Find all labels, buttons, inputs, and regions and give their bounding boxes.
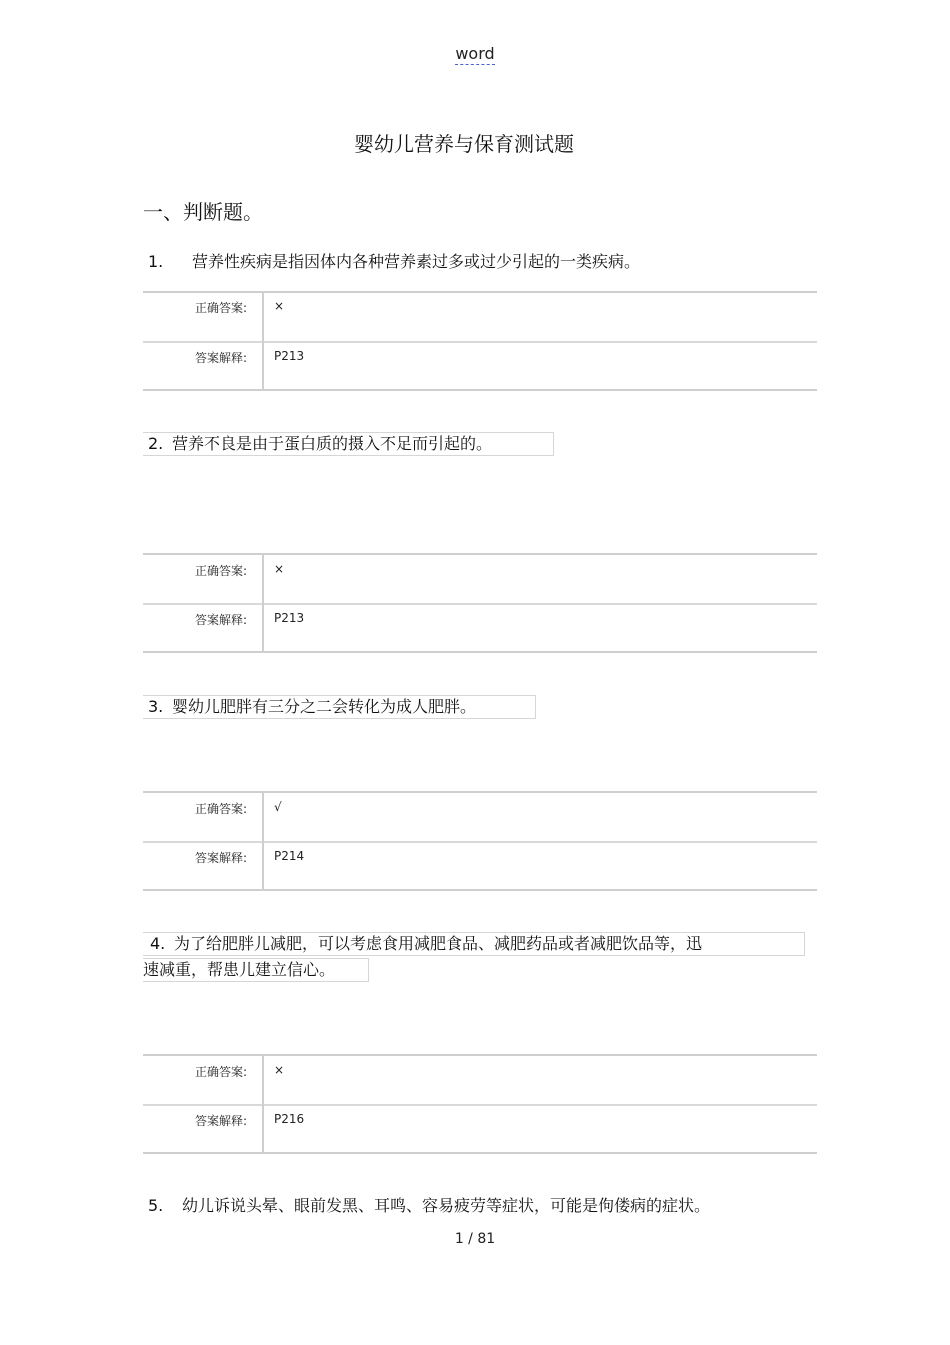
answer-row (143, 1056, 817, 1103)
explain-value: P214 (274, 849, 305, 863)
answer-table-4 (143, 1054, 817, 1154)
header-word-text: word (455, 44, 495, 63)
explain-value: P213 (274, 611, 305, 625)
explain-value: P216 (274, 1112, 305, 1126)
explain-value: P213 (274, 349, 305, 363)
explain-row (143, 841, 817, 890)
question-number: 2. (148, 434, 164, 453)
question-number: 3. (148, 697, 164, 716)
answer-table-3 (143, 791, 817, 891)
question-4-line-1 (143, 932, 805, 956)
explain-label: 答案解释: (194, 1114, 247, 1128)
section-title: 一、判断题。 (143, 200, 263, 224)
answer-value: × (274, 299, 285, 313)
question-number: 5. (148, 1196, 164, 1215)
answer-value: × (274, 1063, 285, 1077)
question-text: 婴幼儿肥胖有三分之二会转化为成人肥胖。 (172, 697, 477, 716)
explain-row (143, 1104, 817, 1153)
answer-label: 正确答案: (194, 301, 247, 315)
explain-row (143, 603, 817, 652)
page-number: 1 / 81 (454, 1231, 496, 1247)
explain-label: 答案解释: (194, 613, 247, 627)
question-1 (148, 251, 640, 273)
table-divider (262, 293, 264, 389)
answer-label: 正确答案: (194, 1065, 247, 1079)
answer-row (143, 293, 817, 340)
question-2 (143, 432, 554, 456)
explain-label: 答案解释: (194, 351, 247, 365)
question-number: 1. (148, 252, 164, 271)
document-title: 婴幼儿营养与保育测试题 (354, 132, 574, 156)
answer-table-1 (143, 291, 817, 391)
question-5 (148, 1195, 710, 1217)
answer-row (143, 555, 817, 602)
answer-label: 正确答案: (194, 802, 247, 816)
table-divider (262, 555, 264, 651)
question-text: 营养性疾病是指因体内各种营养素过多或过少引起的一类疾病。 (192, 252, 641, 271)
question-4-line-2 (143, 958, 369, 982)
question-text: 营养不良是由于蛋白质的摄入不足而引起的。 (172, 434, 493, 453)
answer-label: 正确答案: (194, 564, 247, 578)
explain-row (143, 341, 817, 390)
answer-value: √ (274, 800, 282, 814)
table-divider (262, 793, 264, 889)
question-text-continued: 速减重，帮患儿建立信心。 (143, 960, 336, 979)
answer-row (143, 793, 817, 840)
question-text: 为了给肥胖儿减肥，可以考虑食用减肥食品、减肥药品或者减肥饮品等，迅 (174, 934, 703, 953)
question-text: 幼儿诉说头晕、眼前发黑、耳鸣、容易疲劳等症状，可能是佝偻病的症状。 (182, 1196, 711, 1215)
header-word (0, 44, 950, 63)
table-divider (262, 1056, 264, 1152)
question-3 (143, 695, 536, 719)
answer-value: × (274, 562, 285, 576)
question-number: 4. (150, 934, 166, 953)
explain-label: 答案解释: (194, 851, 247, 865)
answer-table-2 (143, 553, 817, 653)
